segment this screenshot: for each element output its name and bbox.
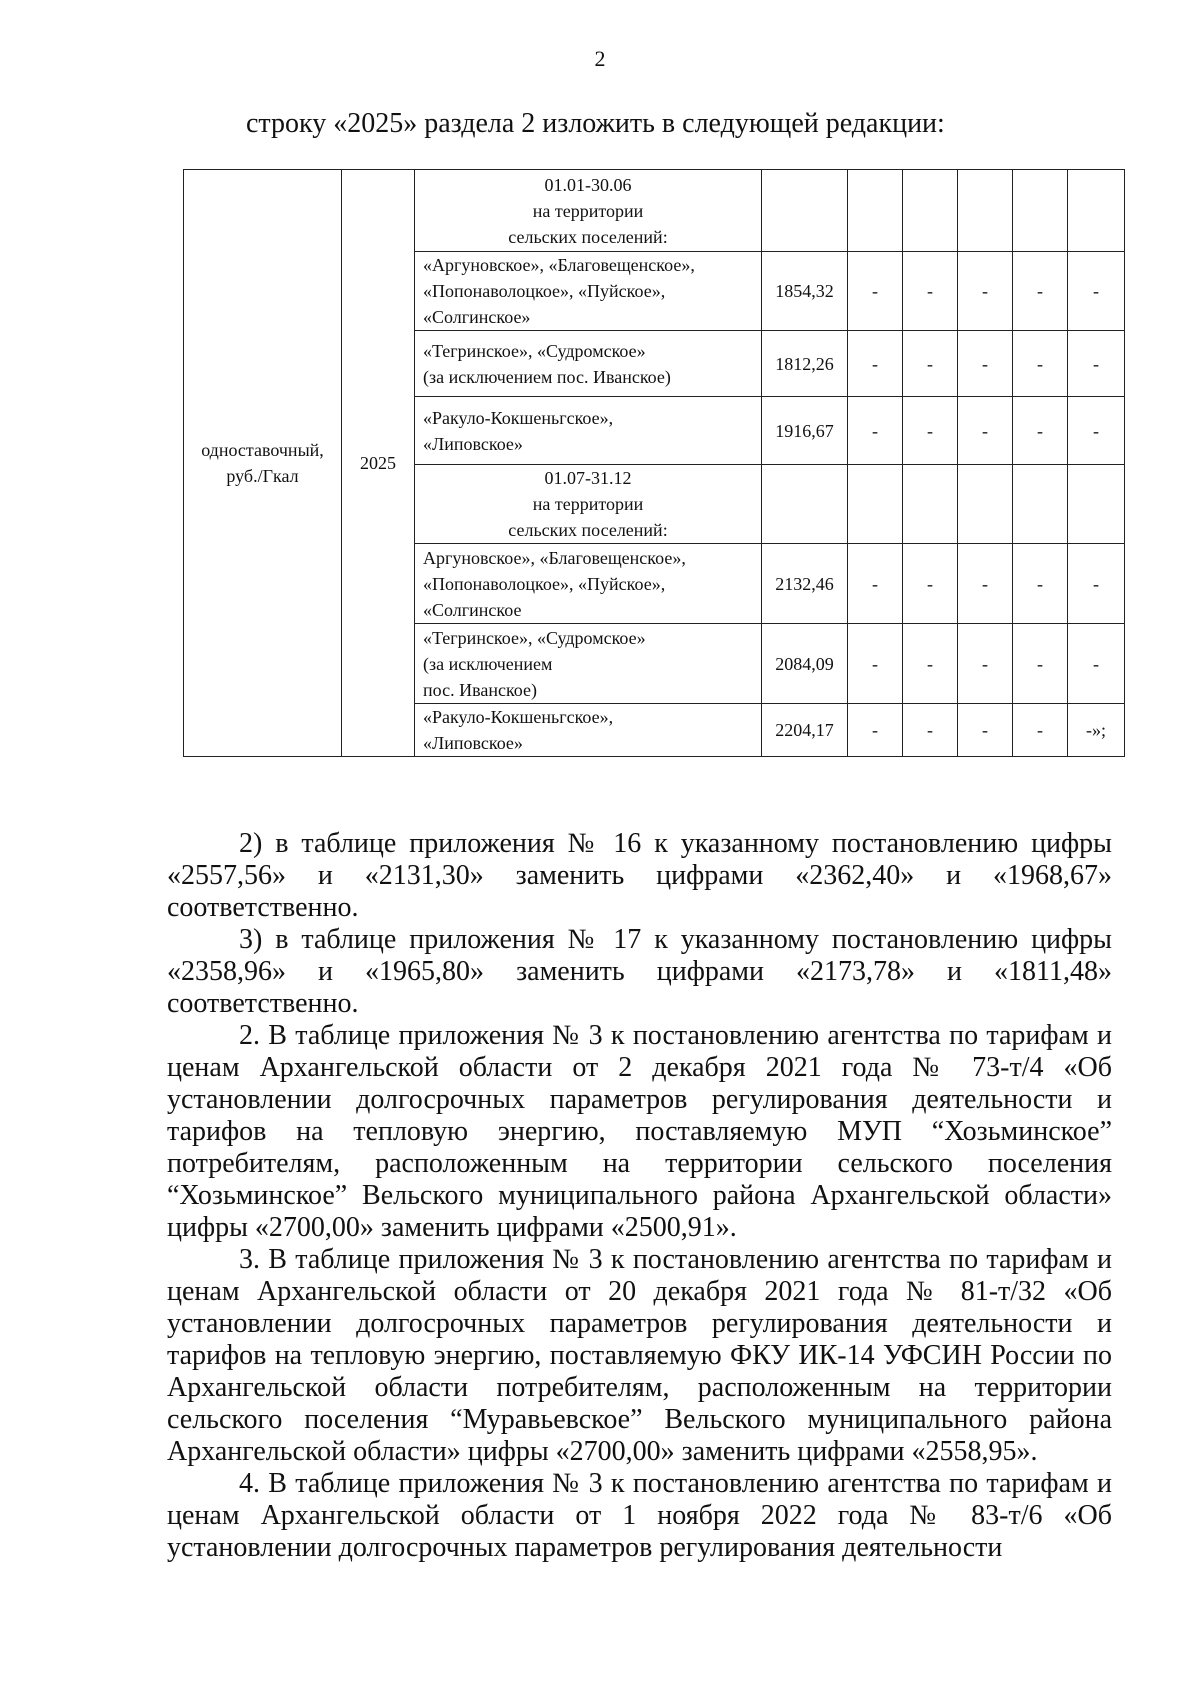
empty-value-cell — [1068, 397, 1125, 465]
cell-line: «Ракуло-Кокшеньгское», — [423, 707, 614, 727]
empty-value-cell — [1013, 397, 1068, 465]
dash-value: - — [927, 720, 933, 740]
empty-value-cell — [848, 252, 903, 331]
cell-line: «Ракуло-Кокшеньгское», — [423, 407, 614, 428]
empty-value-cell — [958, 397, 1013, 465]
empty-value-cell — [958, 704, 1013, 757]
empty-value-cell — [958, 544, 1013, 624]
paragraph: 3) в таблице приложения № 17 к указанному постановлению цифры «2358,96» и «1965,80» заменить цифрами «2173,78» и «1811,48» соответственно. — [167, 924, 1112, 1019]
cell-line: на территории — [532, 494, 644, 514]
settlement-cell — [415, 331, 762, 397]
cell-line: Аргуновское», «Благовещенское», — [423, 547, 686, 568]
dash-value: - — [1037, 720, 1043, 740]
period-cell — [415, 465, 762, 544]
empty-value-cell — [958, 465, 1013, 544]
tariff-kind-line: руб./Гкал — [226, 466, 299, 486]
dash-value: - — [1037, 281, 1043, 301]
period-cell — [415, 170, 762, 252]
cell-line: (за исключением пос. Иванское) — [423, 366, 671, 387]
cell-line: 01.01-30.06 — [544, 174, 632, 195]
empty-value-cell — [848, 465, 903, 544]
empty-value-cell — [1068, 252, 1125, 331]
cell-line: на территории — [532, 200, 644, 221]
dash-value: - — [872, 420, 878, 441]
dash-value: - — [927, 573, 933, 594]
empty-value-cell — [903, 397, 958, 465]
cell-line: пос. Иванское) — [423, 679, 537, 700]
empty-value-cell — [848, 170, 903, 252]
price-cell — [762, 465, 848, 544]
price-cell — [762, 397, 848, 465]
price-cell — [762, 170, 848, 252]
empty-value-cell — [1013, 252, 1068, 331]
empty-value-cell — [1068, 544, 1125, 624]
empty-value-cell — [903, 465, 958, 544]
cell-line: «Тегринское», «Судромское» — [423, 340, 646, 361]
price-cell — [762, 544, 848, 624]
table-row — [184, 170, 1125, 252]
dash-value: - — [872, 353, 878, 374]
dash-value: - — [1093, 353, 1099, 374]
tariff-kind-line: одноставочный, — [201, 440, 324, 460]
cell-line: «Попонаволоцкое», «Пуйское», — [423, 573, 666, 594]
paragraph: 2) в таблице приложения № 16 к указанному постановлению цифры «2557,56» и «2131,30» заменить цифрами «2362,40» и «1968,67» соответственно. — [167, 828, 1112, 923]
dash-value: - — [927, 653, 933, 674]
price-cell — [762, 704, 848, 757]
paragraph: 2. В таблице приложения № 3 к постановлению агентства по тарифам и ценам Архангельской области от 2 декабря 2021 года № 73-т/4 «Об установлении долгосрочных параметров регулирования деятельности и тарифов на тепловую энергию, поставляемую МУП “Хозьминское” потребителям, расположенным на территории сельского поселения “Хозьминское” Вельского муниципального района Архангельской области» цифры «2700,00» заменить цифрами «2500,91». — [167, 1020, 1112, 1243]
price-cell — [762, 331, 848, 397]
settlement-cell — [415, 397, 762, 465]
empty-value-cell — [1068, 170, 1125, 252]
dash-value: - — [982, 653, 988, 674]
empty-value-cell — [903, 331, 958, 397]
price-value: 1916,67 — [775, 420, 834, 441]
empty-value-cell — [1068, 331, 1125, 397]
empty-value-cell — [1013, 704, 1068, 757]
empty-value-cell — [848, 397, 903, 465]
dash-value: - — [982, 573, 988, 594]
price-cell — [762, 252, 848, 331]
dash-value: - — [982, 281, 988, 301]
empty-value-cell — [1068, 704, 1125, 757]
cell-line: сельских поселений: — [508, 520, 668, 540]
paragraph: 4. В таблице приложения № 3 к постановлению агентства по тарифам и ценам Архангельской области от 1 ноября 2022 года № 83-т/6 «Об установлении долгосрочных параметров регулирования деятельности — [167, 1468, 1112, 1563]
empty-value-cell — [958, 252, 1013, 331]
year-cell — [342, 170, 415, 757]
dash-value: - — [872, 720, 878, 740]
year-value: 2025 — [360, 453, 396, 473]
empty-value-cell — [1013, 465, 1068, 544]
dash-value: - — [1037, 573, 1043, 594]
settlement-cell — [415, 704, 762, 757]
dash-value: - — [872, 653, 878, 674]
cell-line: (за исключением — [423, 653, 553, 674]
dash-value: - — [872, 573, 878, 594]
price-value: 1812,26 — [775, 353, 834, 374]
dash-value: - — [927, 420, 933, 441]
price-cell — [762, 624, 848, 704]
empty-value-cell — [903, 252, 958, 331]
settlement-cell — [415, 624, 762, 704]
dash-value: - — [1037, 653, 1043, 674]
empty-value-cell — [1013, 624, 1068, 704]
cell-line: «Аргуновское», «Благовещенское», — [423, 255, 695, 275]
dash-value: - — [927, 353, 933, 374]
dash-value: - — [927, 281, 933, 301]
paragraph: 3. В таблице приложения № 3 к постановлению агентства по тарифам и ценам Архангельской области от 20 декабря 2021 года № 81-т/32 «Об установлении долгосрочных параметров регулирования деятельности и тарифов на тепловую энергию, поставляемую ФКУ ИК-14 УФСИН России по Архангельской области потребителям, расположенным на территории сельского поселения “Муравьевское” Вельского муниципального района Архангельской области» цифры «2700,00» заменить цифрами «2558,95». — [167, 1244, 1112, 1467]
empty-value-cell — [958, 624, 1013, 704]
cell-line: «Попонаволоцкое», «Пуйское», — [423, 281, 666, 301]
empty-value-cell — [1068, 624, 1125, 704]
cell-line: «Солгинское» — [423, 307, 531, 327]
empty-value-cell — [903, 544, 958, 624]
dash-value: - — [982, 720, 988, 740]
dash-value: -»; — [1086, 720, 1106, 740]
dash-value: - — [1037, 353, 1043, 374]
page-number: 2 — [594, 46, 606, 71]
empty-value-cell — [1013, 331, 1068, 397]
empty-value-cell — [848, 544, 903, 624]
empty-value-cell — [903, 170, 958, 252]
cell-line: «Солгинское — [423, 599, 522, 620]
dash-value: - — [1093, 573, 1099, 594]
cell-line: «Липовское» — [423, 433, 523, 454]
empty-value-cell — [848, 704, 903, 757]
tariff-kind-cell — [184, 170, 342, 757]
empty-value-cell — [903, 704, 958, 757]
cell-line: «Тегринское», «Судромское» — [423, 627, 646, 648]
cell-line: сельских поселений: — [508, 226, 668, 247]
empty-value-cell — [958, 170, 1013, 252]
dash-value: - — [1037, 420, 1043, 441]
empty-value-cell — [958, 331, 1013, 397]
tariff-table — [183, 169, 1125, 757]
empty-value-cell — [1068, 465, 1125, 544]
price-value: 1854,32 — [775, 281, 834, 301]
dash-value: - — [1093, 653, 1099, 674]
dash-value: - — [872, 281, 878, 301]
empty-value-cell — [1013, 170, 1068, 252]
dash-value: - — [982, 420, 988, 441]
price-value: 2084,09 — [775, 653, 834, 674]
cell-line: «Липовское» — [423, 733, 523, 753]
settlement-cell — [415, 252, 762, 331]
body-text — [167, 828, 1112, 1564]
intro-text: строку «2025» раздела 2 изложить в следующей редакции: — [246, 108, 945, 139]
dash-value: - — [982, 353, 988, 374]
cell-line: 01.07-31.12 — [544, 468, 632, 488]
empty-value-cell — [848, 331, 903, 397]
settlement-cell — [415, 544, 762, 624]
empty-value-cell — [1013, 544, 1068, 624]
empty-value-cell — [848, 624, 903, 704]
dash-value: - — [1093, 281, 1099, 301]
price-value: 2204,17 — [775, 720, 834, 740]
empty-value-cell — [903, 624, 958, 704]
price-value: 2132,46 — [775, 573, 834, 594]
dash-value: - — [1093, 420, 1099, 441]
